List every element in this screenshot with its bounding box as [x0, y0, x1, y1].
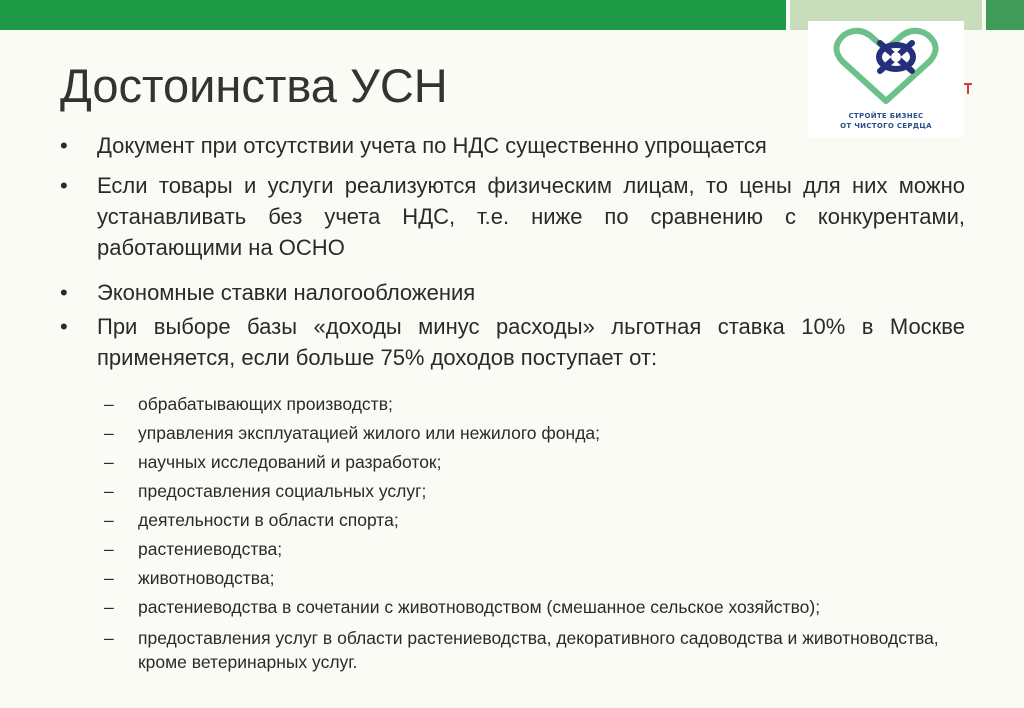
sub-item-text: предоставления социальных услуг; [138, 481, 427, 501]
sub-list-item [104, 593, 964, 622]
sub-list-item [104, 477, 964, 506]
top-bar-end-segment [986, 0, 1024, 30]
sub-marker: – [104, 452, 114, 472]
logo-slogan-line-1: СТРОЙТЕ БИЗНЕС [848, 112, 924, 120]
sub-item-text: растениеводства; [138, 539, 283, 559]
red-mark-icon [962, 82, 974, 96]
sub-marker: – [104, 568, 114, 588]
sub-marker: – [104, 539, 114, 559]
sub-list-item [104, 448, 964, 477]
company-logo [808, 21, 964, 137]
sub-marker: – [104, 423, 114, 443]
green-heart-with-blue-knot-icon [808, 21, 964, 113]
bullet-marker: • [60, 173, 68, 198]
bullet-item [60, 130, 965, 161]
sub-item-text: управления эксплуатацией жилого или нежилого фонда; [138, 423, 601, 443]
sub-item-text: деятельности в области спорта; [138, 510, 399, 530]
sub-list-item [104, 506, 964, 535]
sub-item-text: обрабатывающих производств; [138, 394, 393, 414]
sub-list-item [104, 535, 964, 564]
sub-list [104, 390, 964, 677]
bullet-item [60, 277, 965, 308]
top-bar-green-segment [0, 0, 786, 30]
bullet-marker: • [60, 133, 68, 158]
bullet-marker: • [60, 314, 68, 339]
sub-marker: – [104, 394, 114, 414]
logo-slogan-line-2: ОТ ЧИСТОГО СЕРДЦА [840, 122, 932, 130]
slide-title: Достоинства УСН [60, 59, 448, 112]
sub-list-item [104, 624, 964, 677]
sub-marker: – [104, 510, 114, 530]
sub-marker: – [104, 628, 114, 648]
bullet-text: При выборе базы «доходы минус расходы» льготная ставка 10% в Москве применяется, если больше 75% доходов поступает от: [97, 314, 965, 370]
bullet-marker: • [60, 280, 68, 305]
bullet-item [60, 170, 965, 263]
sub-item-text: предоставления услуг в области растениеводства, декоративного садоводства и животноводства, кроме ветеринарных услуг. [138, 628, 939, 672]
bullet-text: Документ при отсутствии учета по НДС существенно упрощается [97, 133, 767, 158]
bullet-item [60, 311, 965, 373]
sub-item-text: научных исследований и разработок; [138, 452, 442, 472]
sub-item-text: растениеводства в сочетании с животноводством (смешанное сельское хозяйство); [138, 597, 821, 617]
sub-marker: – [104, 481, 114, 501]
bullet-text: Если товары и услуги реализуются физическим лицам, то цены для них можно устанавливать без учета НДС, т.е. ниже по сравнению с конкурентами, работающими на ОСНО [97, 173, 965, 260]
sub-marker: – [104, 597, 114, 617]
bullet-list [60, 126, 965, 373]
sub-list-item [104, 419, 964, 448]
bullet-text: Экономные ставки налогообложения [97, 280, 476, 305]
sub-item-text: животноводства; [138, 568, 275, 588]
sub-list-item [104, 390, 964, 419]
sub-list-item [104, 564, 964, 593]
